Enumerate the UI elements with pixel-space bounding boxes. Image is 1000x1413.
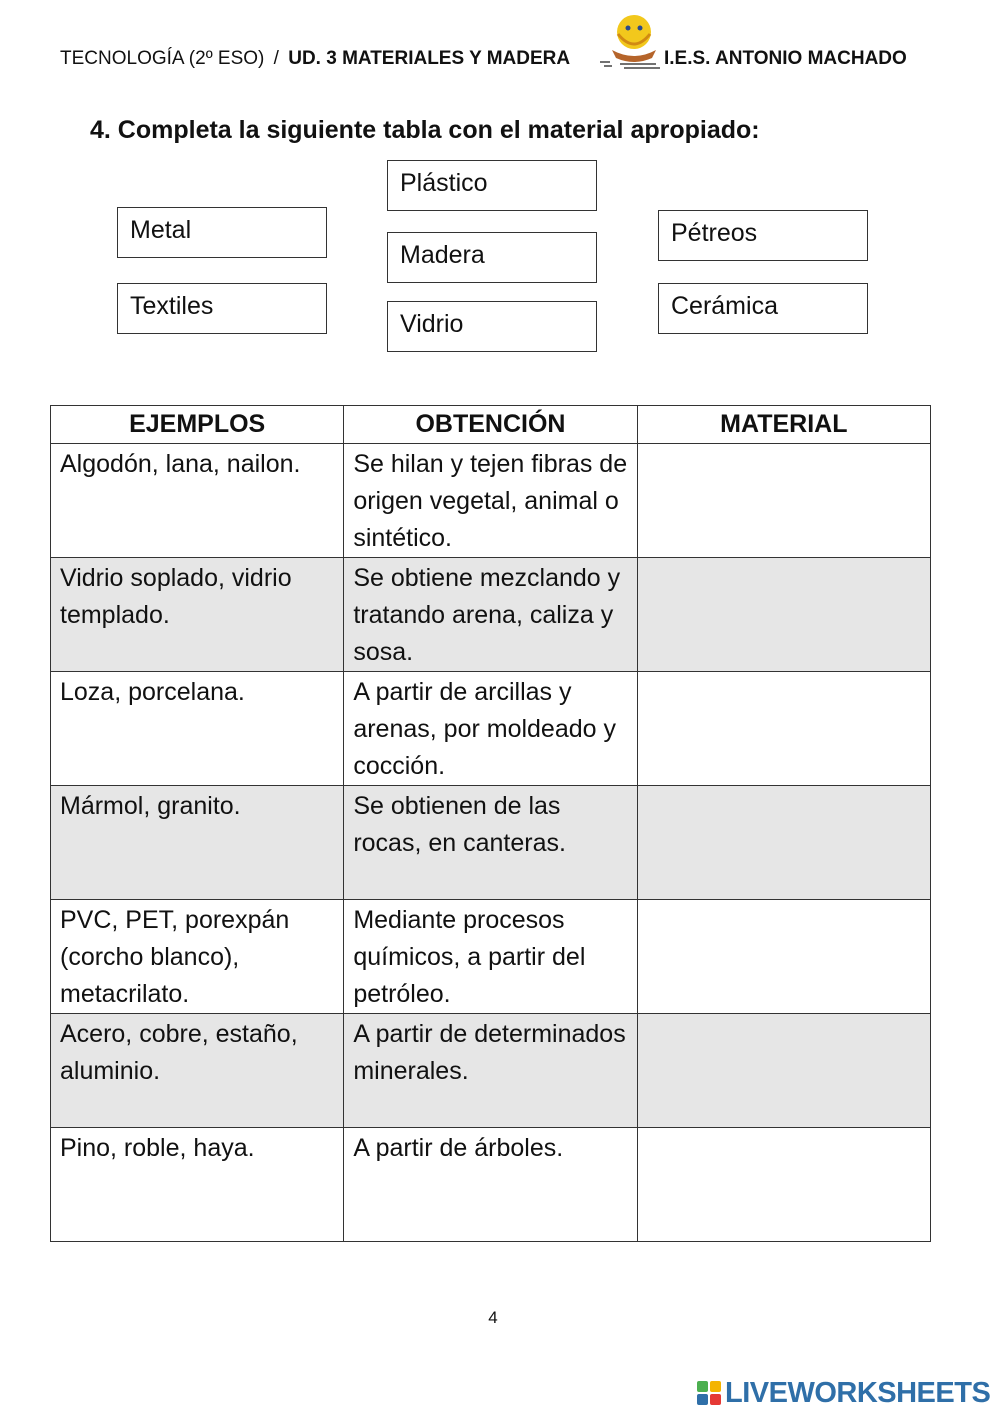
cell-ejemplos: Pino, roble, haya. [51,1128,344,1242]
table-row [51,672,931,786]
material-drop-slot[interactable] [637,900,930,1014]
liveworksheets-logo-icon [697,1381,721,1405]
cell-ejemplos: Algodón, lana, nailon. [51,444,344,558]
word-madera[interactable]: Madera [387,232,597,283]
cell-ejemplos: PVC, PET, porexpán (corcho blanco), metacrilato. [51,900,344,1014]
word-textiles[interactable]: Textiles [117,283,327,334]
page-header [60,48,570,70]
header-obtencion: OBTENCIÓN [344,406,637,444]
header-subject: TECNOLOGÍA (2º ESO) [60,48,265,69]
header-material: MATERIAL [637,406,930,444]
material-drop-slot[interactable] [637,558,930,672]
word-ceramica[interactable]: Cerámica [658,283,868,334]
material-drop-slot[interactable] [637,672,930,786]
table-row [51,444,931,558]
brand-name: LIVEWORKSHEETS [725,1376,991,1409]
cell-ejemplos: Mármol, granito. [51,786,344,900]
cell-obtencion: Se hilan y tejen fibras de origen vegetal, animal o sintético. [344,444,637,558]
cell-ejemplos: Acero, cobre, estaño, aluminio. [51,1014,344,1128]
exercise-instruction: 4. Completa la siguiente tabla con el material apropiado: [90,116,760,144]
liveworksheets-brand[interactable] [697,1378,990,1408]
page-number: 4 [488,1308,498,1327]
word-metal[interactable]: Metal [117,207,327,258]
header-ejemplos: EJEMPLOS [51,406,344,444]
header-unit: UD. 3 MATERIALES Y MADERA [288,48,571,69]
cell-ejemplos: Loza, porcelana. [51,672,344,786]
cell-obtencion: Se obtienen de las rocas, en canteras. [344,786,637,900]
cell-obtencion: A partir de árboles. [344,1128,637,1242]
table-row [51,558,931,672]
materials-table [50,405,931,1242]
cell-obtencion: A partir de arcillas y arenas, por moldeado y cocción. [344,672,637,786]
table-row [51,1014,931,1128]
material-drop-slot[interactable] [637,786,930,900]
cell-obtencion: A partir de determinados minerales. [344,1014,637,1128]
material-drop-slot[interactable] [637,1128,930,1242]
table-row [51,786,931,900]
material-drop-slot[interactable] [637,444,930,558]
school-logo-icon [598,10,662,72]
material-drop-slot[interactable] [637,1014,930,1128]
header-separator: / [273,48,279,69]
cell-ejemplos: Vidrio soplado, vidrio templado. [51,558,344,672]
table-header-row [51,406,931,444]
cell-obtencion: Se obtiene mezclando y tratando arena, caliza y sosa. [344,558,637,672]
word-plastico[interactable]: Plástico [387,160,597,211]
cell-obtencion: Mediante procesos químicos, a partir del petróleo. [344,900,637,1014]
table-row [51,1128,931,1242]
table-row [51,900,931,1014]
school-name: I.E.S. ANTONIO MACHADO [664,48,907,69]
word-vidrio[interactable]: Vidrio [387,301,597,352]
word-petreos[interactable]: Pétreos [658,210,868,261]
